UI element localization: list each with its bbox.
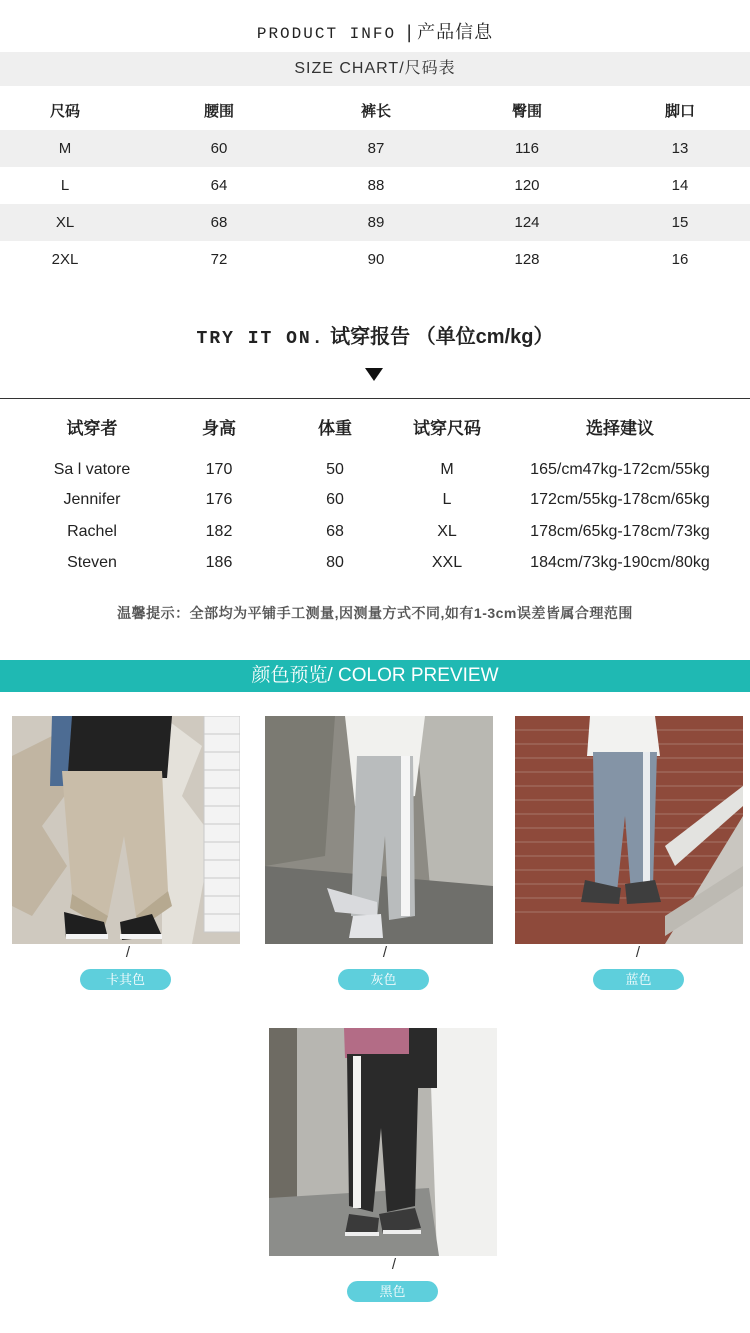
- color-label-blue: 蓝色: [593, 969, 684, 990]
- cell: XL: [437, 523, 457, 540]
- cell: 72: [210, 251, 228, 268]
- cell: 68: [326, 523, 344, 540]
- header-weight: 体重: [318, 419, 352, 438]
- cell: L: [60, 177, 70, 194]
- cell: 186: [205, 554, 233, 571]
- cell: M: [440, 461, 454, 478]
- color-label-khaki: 卡其色: [80, 969, 171, 990]
- cell: 60: [130, 130, 308, 167]
- size-chart-header-row: [0, 90, 750, 130]
- try-on-header-row: [0, 414, 750, 444]
- triangle-down-icon: [365, 368, 383, 381]
- header-advice: 选择建议: [586, 419, 654, 438]
- table-row: [0, 204, 750, 241]
- try-on-title-cn: 试穿报告 （单位cm/kg）: [330, 326, 554, 348]
- cell: 14: [671, 177, 689, 194]
- gray-pants-photo: [265, 716, 493, 944]
- header-tried-size: 试穿尺码: [413, 419, 481, 438]
- black-pants-photo: [269, 1028, 497, 1256]
- cell: 176: [205, 491, 233, 508]
- cell: 60: [326, 491, 344, 508]
- cell: XXL: [431, 554, 463, 571]
- cell: 128: [514, 251, 540, 268]
- table-row: [0, 485, 750, 515]
- cell: 89: [308, 204, 444, 241]
- try-on-title: [0, 320, 750, 349]
- header-tester: 试穿者: [66, 419, 118, 438]
- color-label-black: 黑色: [347, 1281, 438, 1302]
- cell: 50: [326, 461, 344, 478]
- cell: 90: [367, 251, 385, 268]
- table-row: [0, 455, 750, 485]
- cell: 124: [444, 204, 610, 241]
- cell: 13: [610, 130, 750, 167]
- table-row: [0, 517, 750, 547]
- table-row: [0, 548, 750, 578]
- try-on-title-en: TRY IT ON.: [196, 329, 325, 349]
- title-separator: |: [406, 22, 414, 43]
- product-info-title: [0, 18, 750, 44]
- table-row: [0, 167, 750, 204]
- header-height: 身高: [202, 419, 236, 438]
- cell: 64: [210, 177, 228, 194]
- khaki-pants-photo: [12, 716, 240, 944]
- cell: 87: [308, 130, 444, 167]
- cell: 2XL: [51, 251, 79, 268]
- cell: M: [0, 130, 130, 167]
- header-length: 裤长: [360, 102, 391, 120]
- color-label-gray: 灰色: [338, 969, 429, 990]
- size-chart-table: [0, 90, 750, 278]
- cell: 68: [130, 204, 308, 241]
- header-size: 尺码: [49, 102, 80, 120]
- header-hem: 脚口: [664, 102, 695, 120]
- cell: 178cm/65kg-178cm/73kg: [530, 523, 710, 540]
- color-separator: /: [635, 944, 641, 961]
- cell: 182: [205, 523, 233, 540]
- table-row: [0, 130, 750, 167]
- header-hip: 臀围: [511, 102, 542, 120]
- size-chart-title: SIZE CHART/尺码表: [0, 52, 750, 86]
- cell: 88: [367, 177, 385, 194]
- cell: 165/cm47kg-172cm/55kg: [530, 461, 710, 478]
- cell: Sa l vatore: [53, 461, 131, 478]
- color-preview-banner: 颜色预览/ COLOR PREVIEW: [0, 660, 750, 692]
- cell: XL: [0, 204, 130, 241]
- divider: [0, 398, 750, 399]
- table-row: [0, 241, 750, 278]
- color-separator: /: [391, 1256, 397, 1273]
- cell: 116: [444, 130, 610, 167]
- cell: 120: [514, 177, 540, 194]
- cell: Steven: [67, 554, 117, 571]
- header-waist: 腰围: [203, 102, 234, 120]
- product-info-title-cn: 产品信息: [417, 22, 494, 42]
- measurement-tip: 温馨提示：全部均为平铺手工测量,因测量方式不同,如有1-3cm误差皆属合理范围: [117, 605, 633, 621]
- color-separator: /: [382, 944, 388, 961]
- cell: 15: [610, 204, 750, 241]
- cell: 184cm/73kg-190cm/80kg: [530, 554, 710, 571]
- color-separator: /: [125, 944, 131, 961]
- blue-pants-photo: [515, 716, 743, 944]
- cell: 172cm/55kg-178cm/65kg: [530, 491, 710, 508]
- cell: Jennifer: [63, 491, 121, 508]
- cell: Rachel: [67, 523, 117, 540]
- cell: 80: [326, 554, 344, 571]
- cell: 170: [205, 461, 233, 478]
- product-info-title-en: PRODUCT INFO: [256, 25, 397, 43]
- cell: L: [442, 491, 452, 508]
- cell: 16: [671, 251, 689, 268]
